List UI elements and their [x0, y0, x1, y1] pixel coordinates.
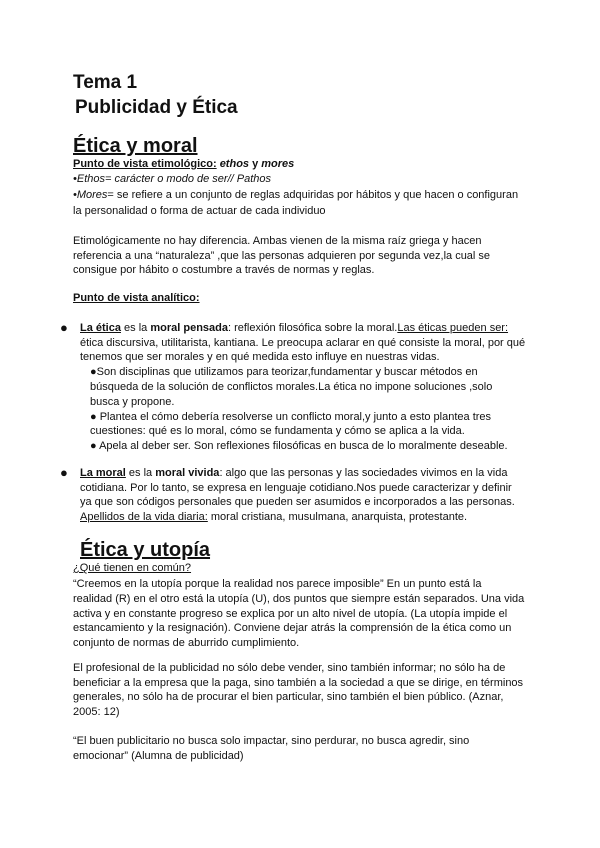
etica-tipos: Las éticas pueden ser:: [397, 322, 509, 334]
utopia-question: ¿Qué tienen en común?: [73, 562, 192, 574]
moral-term: La moral: [80, 467, 126, 479]
etimologico-y: y: [252, 158, 259, 170]
utopia-para-line-1: “Creemos en la utopía porque la realidad nos parece imposible” En un punto está la: [73, 578, 482, 590]
moral-definition: : algo que las personas y las sociedades vivimos en la vida: [219, 467, 508, 479]
moral-apellidos-label: Apellidos de la vida diaria:: [80, 511, 208, 523]
profesional-para-line-3: generales, no sólo ha de procurar el bien particular, sino también el bien público. (Aznar,: [73, 691, 504, 703]
mores-label: •Mores: [73, 189, 108, 201]
mores-text-2: la personalidad o forma de actuar de cada individuo: [73, 205, 326, 217]
quote-line-1: “El buen publicitario no busca solo impactar, sino perdurar, no busca agredir, sino: [73, 735, 470, 747]
moral-apellidos-list: moral cristiana, musulmana, anarquista, protestante.: [207, 511, 468, 523]
bullet-dot-icon: ●: [60, 320, 68, 335]
utopia-para-line-5: conjunto de normas de aburrido cumplimiento.: [73, 637, 300, 649]
etimo-paragraph-line-3: consigue por hábito o costumbre a través de normas y reglas.: [73, 264, 375, 276]
analitico-heading: Punto de vista analítico:: [73, 292, 200, 304]
sub-bullet-2-line-2: cuestiones: qué es lo moral, cómo se fundamenta y cómo se aplica a la vida.: [90, 425, 465, 437]
moral-vivida: moral vivida: [155, 467, 220, 479]
document-subtitle: Publicidad y Ética: [75, 97, 238, 118]
utopia-para-line-2: realidad (R) en el otro está la utopía (U), dos puntos que siempre están separados. Una vida: [73, 593, 525, 605]
etica-line-3: tenemos que ser morales y en qué medida esto influye en nuestras vidas.: [80, 351, 440, 363]
bullet-dot-icon: ●: [60, 465, 68, 480]
profesional-para-line-2: beneficiar a la empresa que la paga, sino también a la sociedad a que se dirige, en términos: [73, 677, 524, 689]
tema-title: Tema 1: [73, 72, 138, 93]
moral-line-4: [80, 510, 467, 525]
etica-definition: : reflexión filosófica sobre la moral.: [227, 322, 398, 334]
etimologico-mores: mores: [261, 158, 295, 170]
etimologico-heading-prefix: Punto de vista etimológico:: [73, 158, 217, 170]
etica-es-la: es la: [124, 322, 148, 334]
etica-term: La ética: [80, 322, 121, 334]
profesional-para-line-1: El profesional de la publicidad no sólo debe vender, sino también informar; no sólo ha de: [73, 662, 506, 674]
sub-bullet-2-line-1: ● Plantea el cómo debería resolverse un conflicto moral,y junto a esto plantea tres: [90, 411, 492, 423]
mores-line: [73, 188, 518, 203]
etica-line-1: [80, 321, 508, 336]
etimo-paragraph-line-1: Etimológicamente no hay diferencia. Ambas vienen de la misma raíz griega y hacen: [73, 235, 482, 247]
ethos-line: •Ethos= carácter o modo de ser// Pathos: [73, 173, 271, 185]
moral-line-3: ya que son códigos personales que pueden ser asumidos e incorporados a las personas.: [80, 496, 515, 508]
profesional-para-line-4: 2005: 12): [73, 706, 120, 718]
quote-line-2: emocionar” (Alumna de publicidad): [73, 750, 244, 762]
moral-es-la: es la: [128, 467, 153, 479]
etimo-paragraph-line-2: referencia a una “naturaleza” ,que las personas adquieren por segunda vez,la cual se: [73, 250, 491, 262]
sub-bullet-1-line-1: ●Son disciplinas que utilizamos para teorizar,fundamentar y buscar métodos en: [90, 366, 478, 378]
utopia-para-line-3: activa y en constante progreso se explica por un alto nivel de utopía. (La utopía impide el: [73, 608, 508, 620]
sub-bullet-1-line-3: busca y propone.: [90, 396, 175, 408]
sub-bullet-3-line-1: ● Apela al deber ser. Son reflexiones filosóficas en busca de lo moralmente deseable.: [90, 440, 508, 452]
section-title-etica-moral: Ética y moral: [73, 135, 198, 157]
section-title-etica-utopia: Ética y utopía: [80, 539, 211, 561]
etimologico-ethos: ethos: [219, 158, 250, 170]
moral-line-2: cotidiana. Por lo tanto, se expresa en lenguaje cotidiano.Nos puede caracterizar y definir: [80, 482, 512, 494]
etica-line-2: ética discursiva, utilitarista, kantiana. Le preocupa aclarar en qué consiste la moral, por qué: [80, 337, 526, 349]
etimologico-heading: [73, 157, 294, 172]
etica-moral-pensada: moral pensada: [150, 322, 228, 334]
mores-text-1: = se refiere a un conjunto de reglas adquiridas por hábitos y que hacen o configuran: [107, 189, 519, 201]
utopia-para-line-4: estancamiento y la resignación). Conviene dejar atrás la comprensión de la ética como un: [73, 622, 512, 634]
sub-bullet-1-line-2: búsqueda de la solución de conflictos morales.La ética no impone soluciones ,solo: [90, 381, 493, 393]
moral-line-1: [80, 466, 507, 481]
